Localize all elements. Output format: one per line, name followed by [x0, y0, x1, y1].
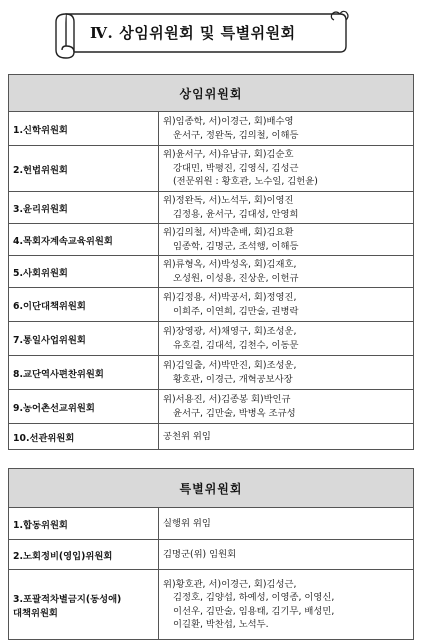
member-line: 김정용, 윤서구, 김대성, 안영희: [173, 208, 299, 220]
committee-members: [159, 540, 414, 570]
table-row: [9, 256, 414, 288]
member-line: 위)정완독, 서)노석두, 회)이영진: [163, 195, 294, 206]
committee-name: 2.헌법위원회: [9, 146, 159, 192]
member-line: 위)윤서구, 서)유남규, 회)김순호: [163, 149, 294, 161]
member-line: 이길환, 박찬섭, 노석두.: [173, 619, 269, 630]
table-row: [9, 390, 414, 424]
committee-name: 1.합동위원회: [9, 508, 159, 540]
committee-members: [159, 146, 414, 192]
member-line: 이희주, 이연희, 김만술, 권병락: [173, 305, 299, 317]
section-title: 상임위원회 및 특별위원회: [119, 24, 296, 42]
table-section-header: [9, 75, 414, 112]
table-row: [9, 356, 414, 390]
table-row: [9, 112, 414, 146]
committee-members: [159, 570, 414, 640]
member-line: 임종학, 김명군, 조석행, 이해등: [173, 240, 299, 252]
member-line: 위)김정용, 서)박공서, 회)정영진,: [163, 292, 297, 303]
committee-name-line: 3.포괄적차별금지(동성애): [13, 593, 122, 605]
member-line: 위)황호관, 서)이경근, 회)김성근,: [163, 578, 297, 590]
committee-name: 1.신학위원회: [9, 112, 159, 146]
committee-name: 2.노회정비(영입)위원회: [9, 540, 159, 570]
table-row: [9, 322, 414, 356]
member-line: 황호관, 이경근, 개혁공보사장: [173, 373, 293, 385]
member-line: 위)서용진, 서)김종봉 회)박인규: [163, 394, 291, 405]
committee-name-line: 대책위원회: [13, 607, 58, 619]
table-row: [9, 192, 414, 224]
member-line: (전문위원 : 황호관, 노수일, 김헌윤): [173, 176, 318, 188]
member-line: 김명군(위) 임원회: [163, 548, 237, 560]
committee-name: [9, 570, 159, 640]
special-committees-table: [8, 468, 414, 640]
committee-members: [159, 288, 414, 322]
member-line: 유호걸, 김대석, 김천수, 이동문: [173, 339, 299, 351]
page-title: [90, 22, 320, 43]
committee-name: 9.농어촌선교위원회: [9, 390, 159, 424]
standing-committees-table: [8, 74, 414, 450]
member-line: 위)장영광, 서)채영구, 회)조성운,: [163, 326, 297, 337]
committee-name: 7.통일사업위원회: [9, 322, 159, 356]
member-line: 김정호, 김양섭, 하예성, 이영종, 이영신,: [173, 592, 335, 603]
table-row: [9, 540, 414, 570]
member-line: 위)김일출, 서)박만진, 회)조성운,: [163, 360, 297, 371]
committee-members: [159, 424, 414, 450]
table-row: [9, 288, 414, 322]
committee-members: [159, 256, 414, 288]
table-row: [9, 424, 414, 450]
committee-name: 6.이단대책위원회: [9, 288, 159, 322]
member-line: 윤서구, 김만술, 박병옥 조규성: [173, 407, 296, 419]
member-line: 운서구, 정완독, 김의철, 이해등: [173, 129, 299, 141]
committee-members: [159, 112, 414, 146]
committee-name: 3.윤리위원회: [9, 192, 159, 224]
title-scroll-banner: [50, 8, 350, 60]
committee-name: 10.선관위원회: [9, 424, 159, 450]
member-line: 이선우, 김만술, 임용태, 김기무, 배성민,: [173, 605, 335, 617]
member-line: 위)임종학, 서)이경근, 회)배수영: [163, 116, 294, 127]
table-section-header: [9, 469, 414, 508]
member-line: 오성원, 이성용, 진상운, 이헌규: [173, 272, 299, 284]
table-row: [9, 224, 414, 256]
committee-members: [159, 390, 414, 424]
member-line: 위)김의철, 서)박춘배, 회)김요환: [163, 227, 294, 238]
member-line: 위)류형옥, 서)박성옥, 회)김재호,: [163, 259, 297, 270]
committee-members: [159, 224, 414, 256]
table-row: [9, 570, 414, 640]
committee-members: [159, 356, 414, 390]
committee-members: [159, 508, 414, 540]
committee-members: [159, 192, 414, 224]
special-committees-heading: 특별위원회: [9, 469, 414, 508]
section-number: Ⅳ.: [90, 24, 114, 42]
member-line: 실행위 위임: [163, 517, 211, 529]
committee-name: 4.목회자계속교육위원회: [9, 224, 159, 256]
standing-committees-heading: 상임위원회: [9, 75, 414, 112]
member-line: 공천위 위임: [163, 430, 211, 442]
committee-name: 8.교단역사편찬위원회: [9, 356, 159, 390]
member-line: 강대민, 박평진, 김영식, 김성근: [173, 162, 299, 174]
table-row: [9, 146, 414, 192]
table-row: [9, 508, 414, 540]
committee-members: [159, 322, 414, 356]
committee-name: 5.사회위원회: [9, 256, 159, 288]
